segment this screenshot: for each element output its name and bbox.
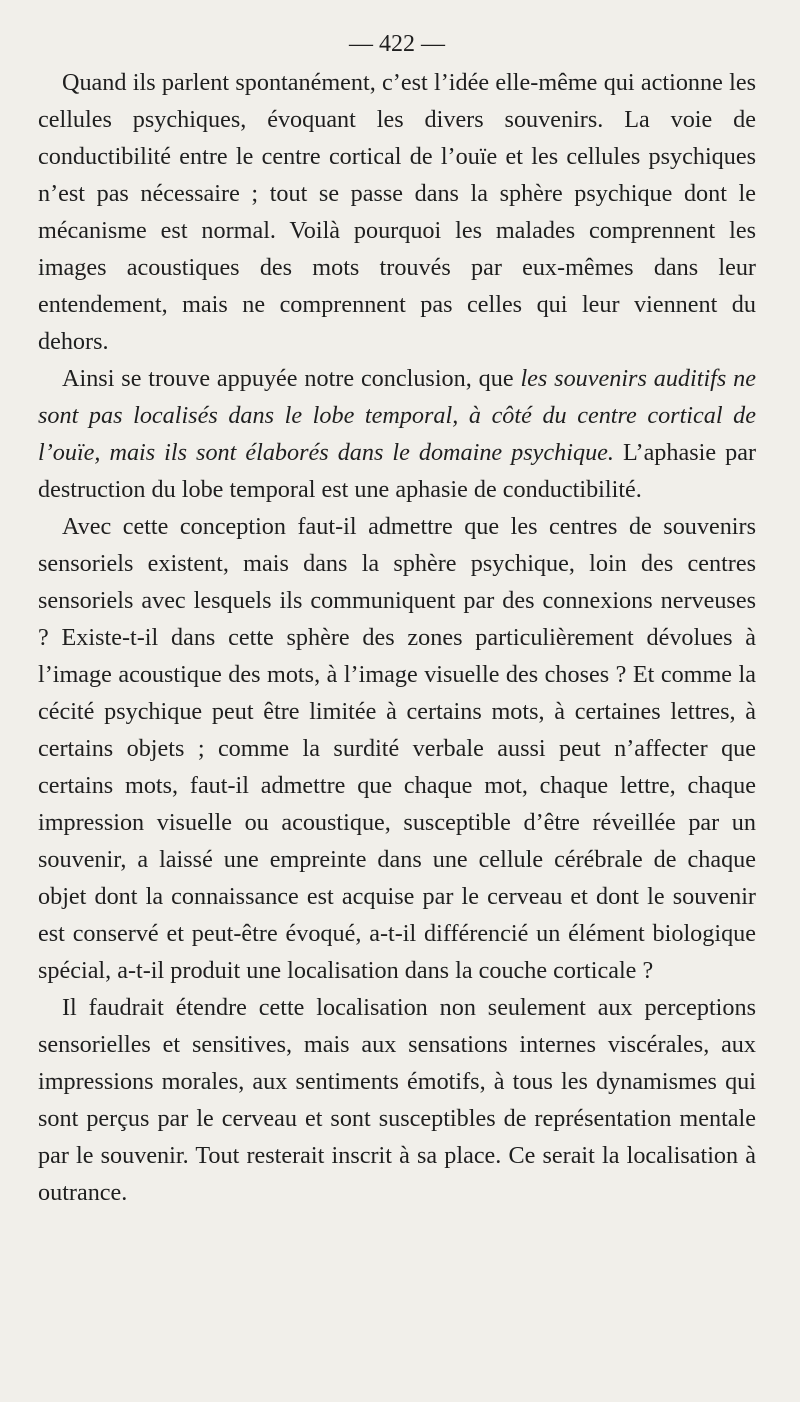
paragraph-3: Avec cette conception faut-il admettre que les centres de souvenirs sensoriels existent, mais dans la sphère psychique, loin des centres sensoriels avec lesquels ils communiquent par des connexions nerveuses ? Existe-t-il dans cette sphère des zones particulièrement dévolues à l’image acoustique des mots, à l’image visuelle des choses ? Et comme la cécité psychique peut être limitée à certains mots, à certaines lettres, à certains objets ; comme la surdité verbale aussi peut n’affecter que certains mots, faut-il admettre que chaque mot, chaque lettre, chaque impression visuelle ou acoustique, susceptible d’être réveillée par un souvenir, a laissé une empreinte dans une cellule cérébrale de chaque objet dont la connaissance est acquise par le cerveau et dont le souvenir est conservé et peut-être évoqué, a-t-il différencié un élément biologique spécial, a-t-il produit une localisation dans la couche corticale ? bbox=[38, 513, 756, 984]
paragraph-2-conclusion: L’aphasie par destruction du lobe temporal est une aphasie de conductibilité. bbox=[38, 439, 756, 503]
paragraph-2-emphasis: les souvenirs auditifs ne sont pas localisés dans le lobe temporal, à côté du centre cortical de l’ouïe, mais ils sont élaborés dans le domaine psychique. bbox=[38, 365, 757, 466]
paragraph-4: Il faudrait étendre cette localisation non seulement aux perceptions sensorielles et sensitives, mais aux sensations internes viscérales, aux impressions morales, aux sentiments émotifs, à tous les dynamismes qui sont perçus par le cerveau et sont susceptibles de représentation mentale par le souvenir. Tout resterait inscrit à sa place. Ce serait la localisation à outrance. bbox=[38, 994, 756, 1206]
page-number: — 422 — bbox=[349, 31, 445, 57]
paragraph-2-intro: Ainsi se trouve appuyée notre conclusion, que bbox=[62, 365, 521, 392]
paragraph-2 bbox=[38, 360, 756, 508]
paragraph-1: Quand ils parlent spontanément, c’est l’idée elle-même qui actionne les cellules psychiques, évoquant les divers souvenirs. La voie de conductibilité entre le centre cortical de l’ouïe et les cellules psychiques n’est pas nécessaire ; tout se passe dans la sphère psychique dont le mécanisme est normal. Voilà pourquoi les malades comprennent les images acoustiques des mots trouvés par eux-mêmes dans leur entendement, mais ne comprennent pas celles qui leur viennent du dehors. bbox=[38, 69, 756, 355]
